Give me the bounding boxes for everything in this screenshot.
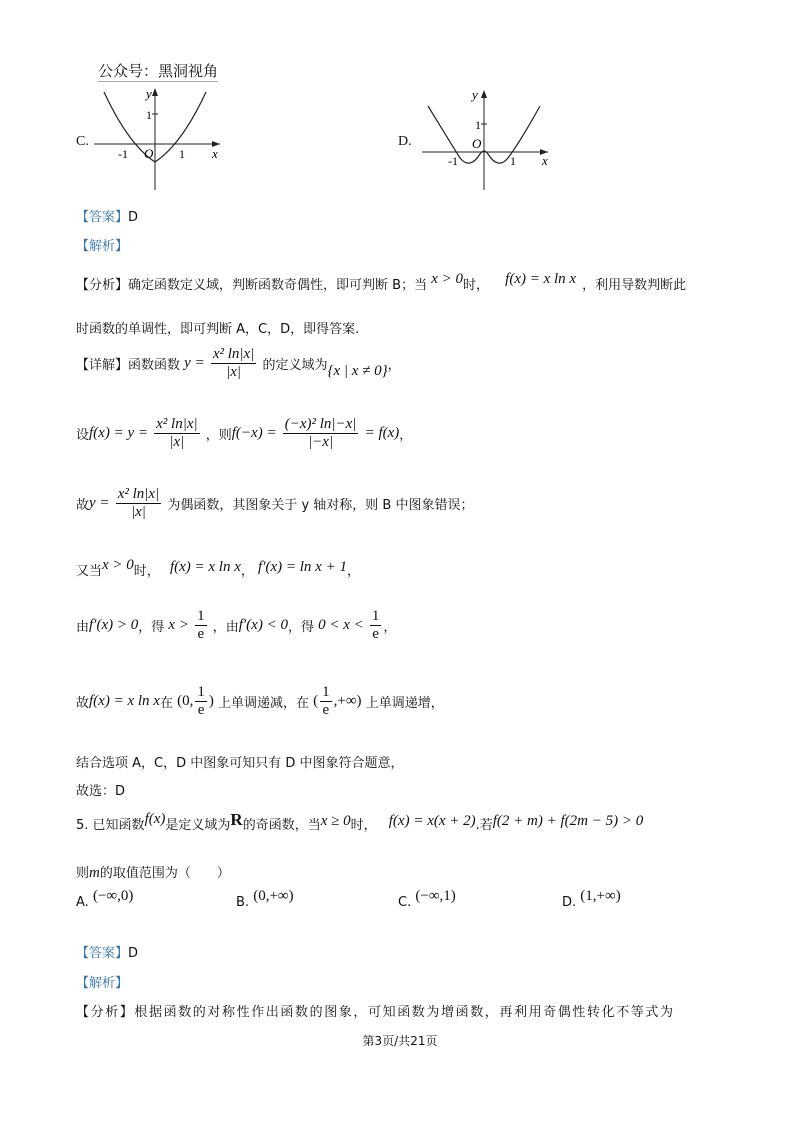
q4-analysis-heading <box>76 235 128 254</box>
fraction-one-over-e-2: $\frac{1}{e}$ <box>371 608 380 642</box>
q4-detail-line5: 由f′(x) > 0，得 x > $\frac{1}{e}$ ，由f′(x) < 0，得 0 < x < $\frac{1}{e}$ ， <box>76 608 397 642</box>
fraction-even: $\frac{\text{x² ln|x|}}{|x|}$ <box>117 486 160 520</box>
q5-option-b: B. (0,+∞) <box>236 888 294 910</box>
graph-c <box>88 82 228 192</box>
option-c-label: C. <box>76 134 89 149</box>
q5-analysis-heading <box>76 972 128 991</box>
q4-detail-line2: 设f(x) = y = $\frac{\text{x² ln|x|}}{|x|}$ ，则f(−x) = $\frac{\text{(−x)² ln|−x|}}{|-x|}$ = f(x)， <box>76 416 413 450</box>
analysis-tag: 【解析】 <box>76 976 129 991</box>
graph-c-origin: O <box>144 146 154 161</box>
fenxi-tag: 【分析】 <box>76 278 129 293</box>
q4-detail-line3: 故y = $\frac{\text{x² ln|x|}}{|x|}$ 为偶函数，其图象关于 y 轴对称，则 B 中图象错误； <box>76 486 474 520</box>
q4-detail-line6: 故f(x) = x ln x在 (0, $\frac{1}{e}$ ) 上单调递减，在 ( $\frac{1}{e}$ ,+∞) 上单调递增， <box>76 684 444 718</box>
graph-d-origin: O <box>472 136 482 151</box>
fraction-f-neg: $\frac{\text{(−x)² ln|−x|}}{|-x|}$ <box>284 416 357 450</box>
answer-tag: 【答案】 <box>76 210 129 225</box>
graph-d-tick-1y: 1 <box>475 118 481 132</box>
q4-answer <box>76 206 138 225</box>
graph-d-y-label: y <box>472 87 478 102</box>
q5-option-c: C. (−∞,1) <box>398 888 456 910</box>
fraction-one-over-e-1: $\frac{1}{e}$ <box>197 608 205 642</box>
fraction-interval-2: $\frac{1}{e}$ <box>322 684 330 718</box>
graph-c-x-label: x <box>212 146 218 161</box>
q5-option-d: D. (1,+∞) <box>562 888 621 910</box>
graph-c-tick-1x: 1 <box>179 147 185 161</box>
fraction-y: $\frac{\text{x² ln|x|}}{|x|}$ <box>212 346 255 380</box>
q4-fenxi-line1: 【分析】确定函数定义域，判断函数奇偶性，即可判断 B；当 x > 0时， f(x) = x ln x ，利用导数判断此 <box>76 271 687 293</box>
q5-fenxi: 【分析】根据函数的对称性作出函数的图象，可知函数为增函数，再利用奇偶性转化不等式为 <box>76 1005 675 1020</box>
domain: {x | x ≠ 0} <box>327 363 388 379</box>
page-footer: 第3页/共21页 <box>362 1034 438 1048</box>
graph-d <box>420 86 560 196</box>
q4-detail-line1: 【详解】函数函数 y = $\frac{\text{x² ln|x|}}{|x|}$ 的定义域为{x | x ≠ 0}， <box>76 346 401 380</box>
option-d-label: D. <box>398 134 412 149</box>
fraction-fx: $\frac{\text{x² ln|x|}}{|x|}$ <box>156 416 198 450</box>
fraction-interval-1: $\frac{1}{e}$ <box>197 684 205 718</box>
q5-answer <box>76 942 138 961</box>
graph-d-tick-1x: 1 <box>510 154 516 168</box>
math-x-gt-0: x > 0 <box>431 271 463 287</box>
answer-value: D <box>128 946 139 961</box>
detail-tag: 【详解】 <box>76 358 129 373</box>
answer-value: D <box>128 210 139 225</box>
q4-conclusion: 结合选项 A，C，D 中图象可知只有 D 中图象符合题意， <box>76 756 404 771</box>
graph-d-x-label: x <box>542 153 548 168</box>
q5-option-a: A. (−∞,0) <box>76 888 134 910</box>
q5-stem: 5. 已知函数f(x)是定义域为R的奇函数，当x ≥ 0时， f(x) = x(x + 2).若f(2 + m) + f(2m − 5) > 0 <box>76 810 644 833</box>
q4-detail-line4: 又当x > 0时， f(x) = x ln x， f′(x) = ln x + 1， <box>76 557 360 579</box>
graph-c-tick-neg1: -1 <box>118 147 128 161</box>
q4-choice: 故选：D <box>76 784 126 799</box>
watermark: 公众号：黑洞视角 <box>98 62 219 80</box>
q4-fenxi-line2: 时函数的单调性，即可判断 A，C，D，即得答案. <box>76 322 360 337</box>
graph-d-tick-neg1: -1 <box>448 154 458 168</box>
math-fx-def: f(x) = x ln x <box>505 271 577 287</box>
analysis-tag: 【解析】 <box>76 239 129 254</box>
q5-stem-line2: 则m的取值范围为（ ） <box>76 865 230 881</box>
graph-c-tick-1y: 1 <box>146 108 152 122</box>
graph-c-y-label: y <box>146 86 152 101</box>
answer-tag: 【答案】 <box>76 946 129 961</box>
